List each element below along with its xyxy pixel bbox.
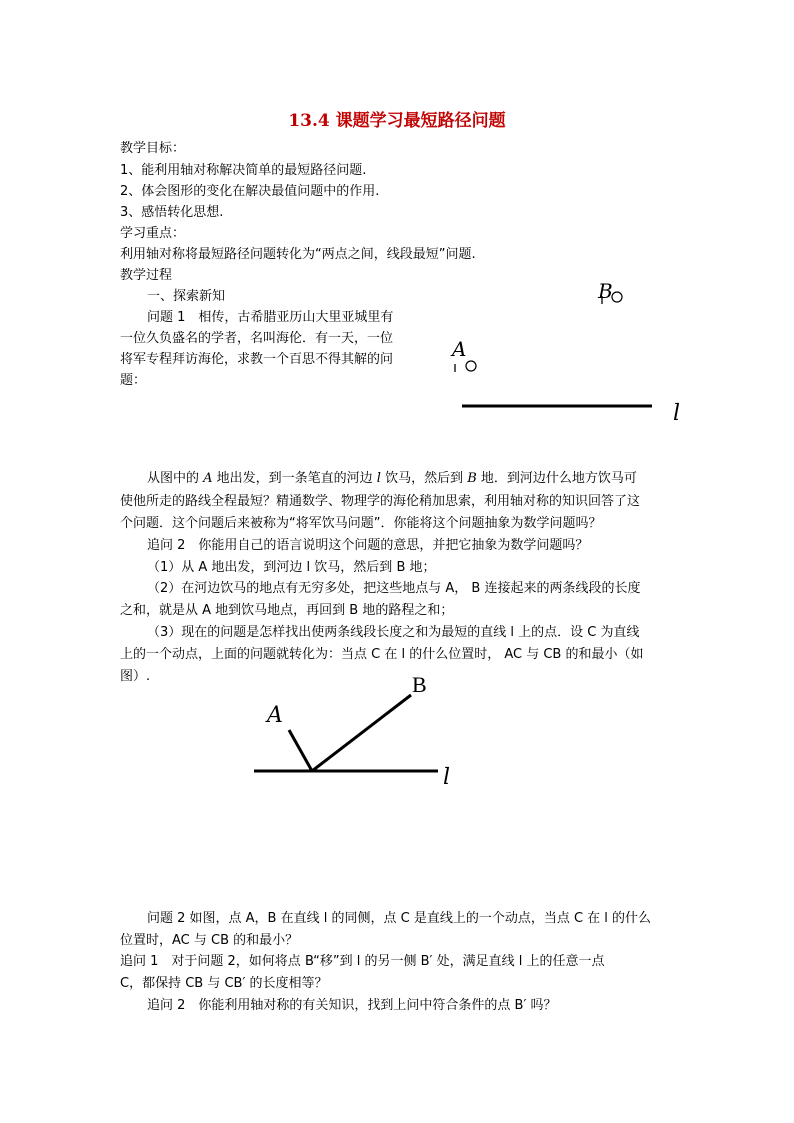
item-2-line: （2）在河边饮马的地点有无穷多处，把这些地点与 A， B 连接起来的两条线段的长度: [147, 581, 641, 596]
figure2-segment-ac: [289, 730, 312, 771]
paragraph-line: 使他所走的路线全程最短？精通数学、物理学的海伦稍加思索，利用轴对称的知识回答了这: [120, 494, 641, 509]
goal-item: 1、能利用轴对称解决简单的最短路径问题.: [120, 163, 367, 178]
followup-2: 追问 2 你能用自己的语言说明这个问题的意思，并把它抽象为数学问题吗？: [147, 538, 589, 553]
followup-2b: 追问 2 你能利用轴对称的有关知识，找到上问中符合条件的点 B′ 吗？: [147, 998, 557, 1013]
paragraph-line: 从图中的 A 地出发，到一条笔直的河边 l 饮马，然后到 B 地．到河边什么地方饮马可: [147, 471, 637, 486]
figure1-point-b-label: B: [598, 279, 613, 303]
key-heading: 学习重点：: [120, 226, 186, 241]
problem1-line: 一位久负盛名的学者，名叫海伦．有一天，一位: [120, 331, 394, 346]
item-3-line: 图）.: [120, 669, 151, 684]
figure-2: [240, 660, 480, 800]
followup1-line: C，都保持 CB 与 CB′ 的长度相等？: [120, 976, 328, 991]
figure1-line-label: l: [673, 401, 681, 426]
figure1-point-a-symbol: [466, 361, 476, 371]
problem1-line: 题：: [120, 373, 147, 388]
figure2-segment-cb: [312, 695, 411, 771]
problem1-line: 将军专程拜访海伦，求教一个百思不得其解的问: [120, 352, 394, 367]
figure-1: [440, 270, 700, 430]
problem2-line: 位置时，AC 与 CB 的和最小？: [120, 933, 299, 948]
problem2-line: 问题 2 如图，点 A，B 在直线 l 的同侧，点 C 是直线上的一个动点，当点 C 在 l 的什么: [147, 911, 652, 926]
item-3-line: （3）现在的问题是怎样找出使两条线段长度之和为最短的直线 l 上的点．设 C 为直线: [147, 625, 640, 640]
item-1: （1）从 A 地出发，到河边 l 饮马，然后到 B 地；: [147, 560, 436, 575]
figure1-point-a-label: A: [452, 337, 467, 361]
page-title: 13.4 课题学习最短路径问题: [288, 111, 506, 131]
goal-item: 2、体会图形的变化在解决最值问题中的作用.: [120, 184, 380, 199]
figure1-point-b-symbol: [612, 292, 622, 302]
item-3-line: 上的一个动点，上面的问题就转化为：当点 C 在 l 的什么位置时， AC 与 CB 的和最小（如: [120, 647, 644, 662]
goals-heading: 教学目标：: [120, 141, 186, 156]
item-2-line: 之和，就是从 A 地到饮马地点，再回到 B 地的路程之和；: [120, 603, 454, 618]
key-text: 利用轴对称将最短路径问题转化为“两点之间，线段最短”问题.: [120, 247, 476, 262]
paragraph-line: 个问题．这个问题后来被称为“将军饮马问题”．你能将这个问题抽象为数学问题吗？: [120, 516, 602, 531]
problem1-line: 问题 1 相传，古希腊亚历山大里亚城里有: [147, 310, 394, 325]
goal-item: 3、感悟转化思想.: [120, 205, 224, 220]
figure2-point-b-label: B: [412, 672, 427, 697]
section-heading: 一、探索新知: [147, 289, 226, 304]
figure2-line-label: l: [443, 765, 451, 790]
figure2-point-a-label: A: [267, 703, 283, 728]
followup1-line: 追问 1 对于问题 2，如何将点 B“移”到 l 的另一侧 B′ 处，满足直线 l 上的任意一点: [120, 954, 605, 969]
process-heading: 教学过程: [120, 268, 173, 283]
